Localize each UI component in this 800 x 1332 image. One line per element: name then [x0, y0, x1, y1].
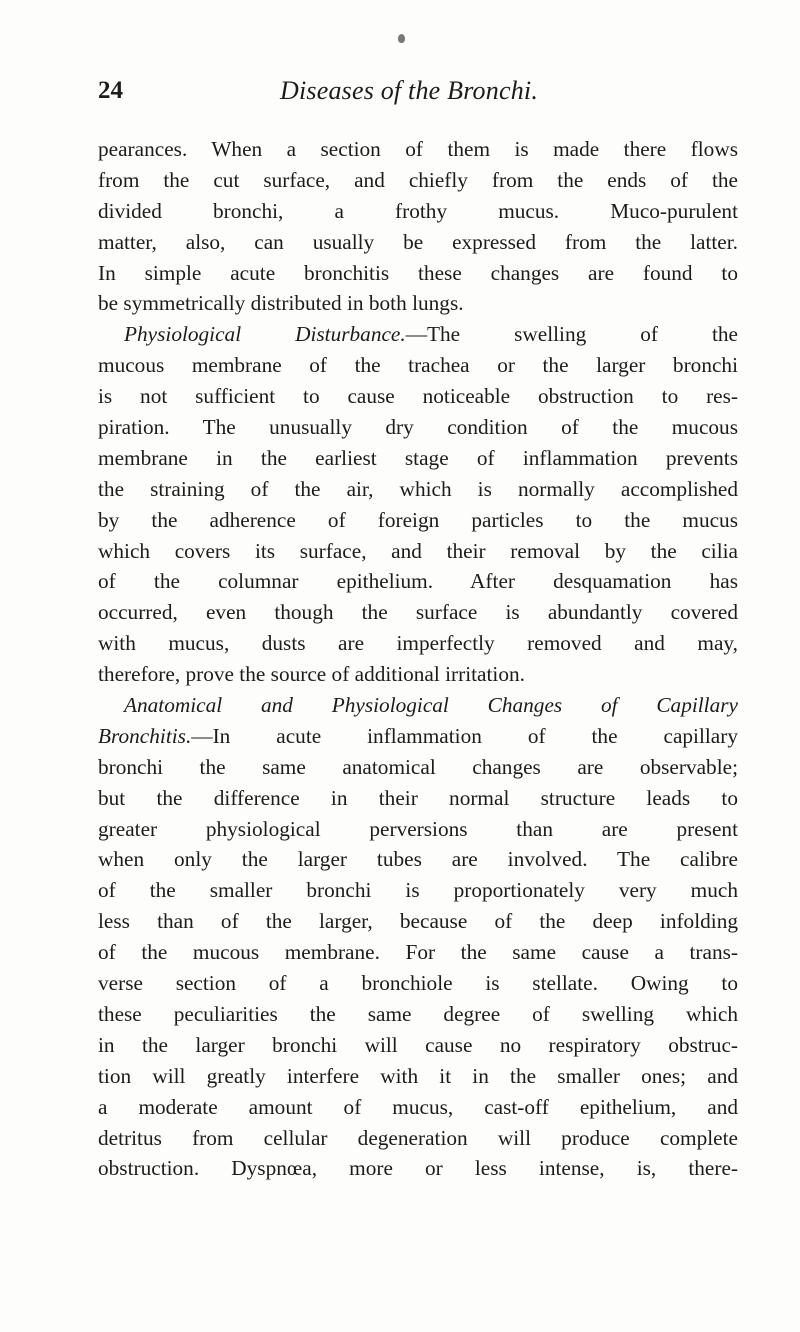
text-line: but the difference in their normal structure leads to: [98, 785, 738, 810]
text-line: membrane in the earliest stage of inflammation prevents: [98, 445, 738, 470]
section-heading: Bronchitis.: [98, 723, 192, 748]
text-line: obstruction. Dyspnœa, more or less intense, is, there-: [98, 1156, 738, 1181]
text-line: is not sufficient to cause noticeable obstruction to res-: [98, 384, 738, 409]
section-heading: Anatomical and Physiological Changes of Capillary: [124, 693, 738, 718]
text-line: matter, also, can usually be expressed from the latter.: [98, 229, 738, 254]
text-line: of the columnar epithelium. After desquamation has: [98, 569, 738, 594]
ink-blot: [398, 34, 405, 43]
text-line: of the smaller bronchi is proportionately very much: [98, 878, 738, 903]
text-line: Bronchitis.—In acute inflammation of the capillary: [98, 723, 738, 748]
text-line: bronchi the same anatomical changes are observable;: [98, 754, 738, 779]
text-line: Physiological Disturbance.—The swelling of the: [124, 322, 738, 347]
text-line: of the mucous membrane. For the same cause a trans-: [98, 940, 738, 965]
page-header: [98, 74, 708, 114]
text-line: tion will greatly interfere with it in the smaller ones; and: [98, 1063, 738, 1088]
page-number: 24: [98, 77, 123, 104]
text-line: by the adherence of foreign particles to the mucus: [98, 507, 738, 532]
section-heading: Physiological Disturbance.: [124, 322, 406, 347]
text-line: greater physiological perversions than are present: [98, 816, 738, 841]
text-line: less than of the larger, because of the deep infolding: [98, 909, 738, 934]
text-line: with mucus, dusts are imperfectly removed and may,: [98, 631, 738, 656]
text-line: a moderate amount of mucus, cast-off epithelium, and: [98, 1094, 738, 1119]
text-line: mucous membrane of the trachea or the larger bronchi: [98, 353, 738, 378]
text-line: when only the larger tubes are involved. The calibre: [98, 847, 738, 872]
text-line: verse section of a bronchiole is stellate. Owing to: [98, 971, 738, 996]
text-line: which covers its surface, and their removal by the cilia: [98, 538, 738, 563]
running-title: Diseases of the Bronchi.: [280, 76, 539, 105]
text-line: pearances. When a section of them is made there flows: [98, 137, 738, 161]
text-line: divided bronchi, a frothy mucus. Muco-purulent: [98, 198, 738, 223]
text-line: [98, 690, 738, 721]
text-line: detritus from cellular degeneration will produce complete: [98, 1125, 738, 1150]
text-line: be symmetrically distributed in both lungs.: [98, 291, 464, 316]
text-line: therefore, prove the source of additional irritation.: [98, 662, 525, 687]
text-line: in the larger bronchi will cause no respiratory obstruc-: [98, 1032, 738, 1057]
text-line: the straining of the air, which is normally accomplished: [98, 476, 738, 501]
text-line: piration. The unusually dry condition of the mucous: [98, 415, 738, 440]
text-line: occurred, even though the surface is abundantly covered: [98, 600, 738, 625]
text-line: In simple acute bronchitis these changes are found to: [98, 260, 738, 285]
text-line: from the cut surface, and chiefly from the ends of the: [98, 167, 738, 192]
text-line: these peculiarities the same degree of swelling which: [98, 1001, 738, 1026]
body-text: [98, 134, 738, 1184]
